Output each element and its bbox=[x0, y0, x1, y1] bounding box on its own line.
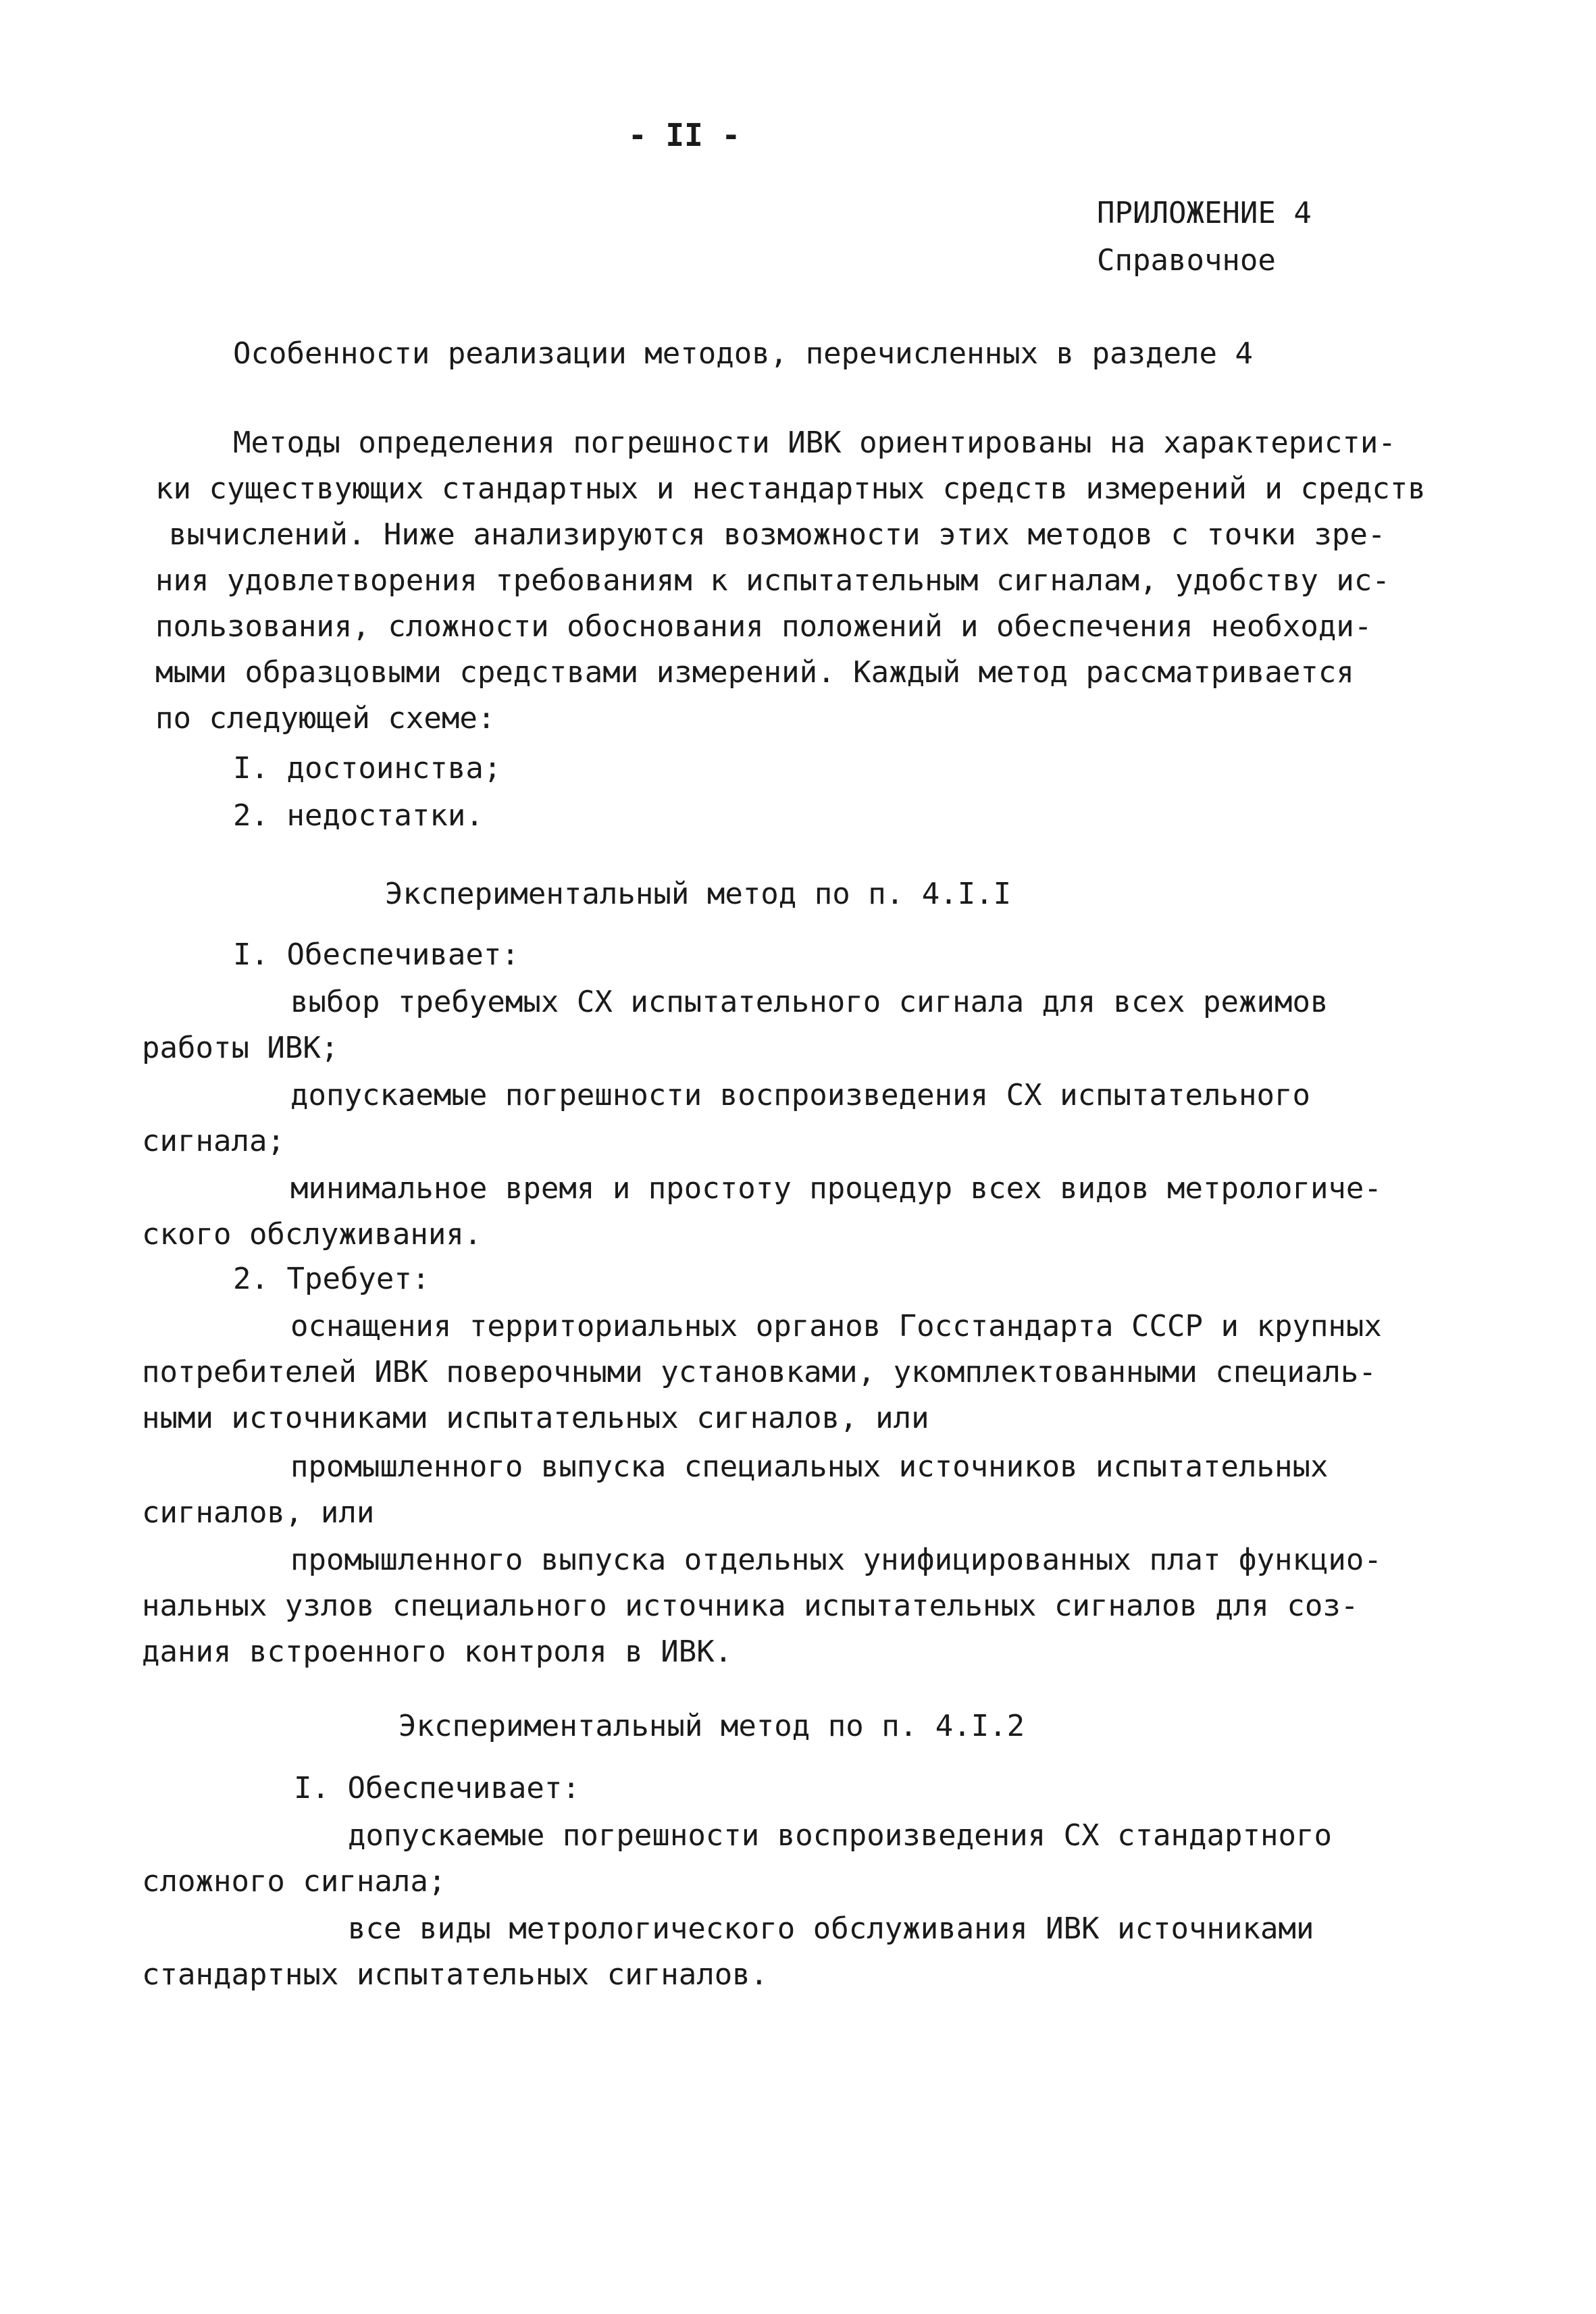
scheme-item: 2. недостатки. bbox=[233, 798, 484, 833]
method1-provides-line: выбор требуемых СХ испытательного сигнала для всех режимов bbox=[290, 985, 1329, 1019]
method1-provides-line: допускаемые погрешности воспроизведения СХ испытательного bbox=[290, 1078, 1310, 1112]
method1-requires-line: промышленного выпуска отдельных унифицированных плат функцио- bbox=[290, 1543, 1382, 1577]
method2-heading: Экспериментальный метод по п. 4.I.2 bbox=[398, 1709, 1025, 1743]
method1-requires-line: потребителей ИВК поверочными установками, укомплектованными специаль- bbox=[142, 1355, 1376, 1389]
page-number: - II - bbox=[628, 117, 741, 153]
method1-requires-line: ными источниками испытательных сигналов, или bbox=[142, 1401, 929, 1435]
method2-provides-line: сложного сигнала; bbox=[142, 1864, 446, 1899]
intro-line: ния удовлетворения требованиям к испытательным сигналам, удобству ис- bbox=[155, 563, 1390, 598]
intro-line: пользования, сложности обоснования положений и обеспечения необходи- bbox=[155, 609, 1372, 644]
method1-requires-line: сигналов, или bbox=[142, 1495, 375, 1530]
intro-line: по следующей схеме: bbox=[155, 701, 496, 736]
scheme-item: I. достоинства; bbox=[233, 751, 502, 786]
method1-provides-label: I. Обеспечивает: bbox=[233, 937, 519, 972]
appendix-type: Справочное bbox=[1097, 243, 1276, 278]
method1-provides-line: работы ИВК; bbox=[142, 1031, 339, 1065]
intro-line: мыми образцовыми средствами измерений. Каждый метод рассматривается bbox=[155, 655, 1354, 690]
method2-provides-label: I. Обеспечивает: bbox=[294, 1771, 580, 1805]
intro-line: вычислений. Ниже анализируются возможности этих методов с точки зре- bbox=[169, 517, 1386, 552]
method1-requires-line: нальных узлов специального источника испытательных сигналов для соз- bbox=[142, 1589, 1359, 1623]
intro-line: Методы определения погрешности ИВК ориентированы на характеристи- bbox=[233, 426, 1396, 460]
method1-provides-line: ского обслуживания. bbox=[142, 1217, 482, 1252]
method1-provides-line: минимальное время и простоту процедур всех видов метрологиче- bbox=[290, 1171, 1382, 1206]
method2-provides-line: допускаемые погрешности воспроизведения СХ стандартного bbox=[348, 1818, 1332, 1853]
method1-requires-line: оснащения территориальных органов Госстандарта СССР и крупных bbox=[290, 1309, 1382, 1343]
method1-provides-line: сигнала; bbox=[142, 1124, 285, 1158]
method2-provides-line: все виды метрологического обслуживания ИВК источниками bbox=[348, 1911, 1314, 1946]
method1-requires-line: промышленного выпуска специальных источников испытательных bbox=[290, 1449, 1329, 1484]
intro-line: ки существующих стандартных и нестандартных средств измерений и средств bbox=[155, 471, 1426, 506]
method1-requires-line: дания встроенного контроля в ИВК. bbox=[142, 1635, 733, 1669]
method1-heading: Экспериментальный метод по п. 4.I.I bbox=[385, 877, 1012, 911]
section-title: Особенности реализации методов, перечисленных в разделе 4 bbox=[233, 336, 1253, 371]
method1-requires-label: 2. Требует: bbox=[233, 1262, 430, 1296]
method2-provides-line: стандартных испытательных сигналов. bbox=[142, 1957, 769, 1992]
appendix-label: ПРИЛОЖЕНИЕ 4 bbox=[1097, 196, 1312, 230]
